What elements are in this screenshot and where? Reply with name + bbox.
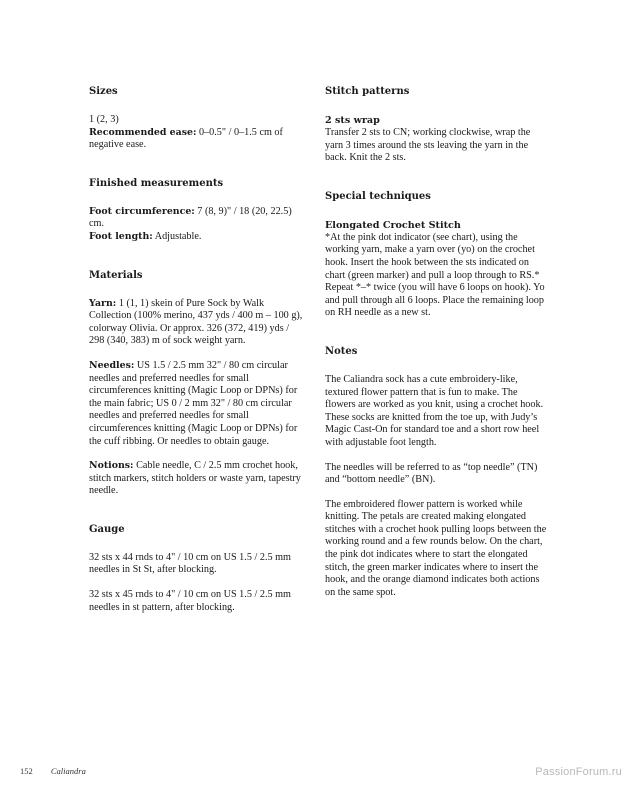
stitch-patterns-section bbox=[325, 84, 550, 165]
page-number: 152 bbox=[20, 766, 33, 776]
page-footer bbox=[20, 766, 86, 776]
materials-section bbox=[89, 268, 304, 498]
finished-measurements-heading: Finished measurements bbox=[89, 177, 224, 189]
gauge-st-st: 32 sts x 44 rnds to 4" / 10 cm on US 1.5 / 2.5 mm needles in St St, after blocking. bbox=[89, 551, 291, 576]
running-title: Caliandra bbox=[50, 766, 86, 776]
elongated-crochet-text: *At the pink dot indicator (see chart), using the working yarn, make a yarn over (yo) on the crochet hook. Insert the hook between the sts indicated on chart (green marker) and pull a loop through to RS.* Repeat *–* twice (you will have 6 loops on hook). Yo and pull through all 6 loops. Place the remaining loop on RH needle as a new st. bbox=[325, 231, 545, 319]
notions-paragraph: Notions: Cable needle, C / 2.5 mm crochet hook, stitch markers, stitch holders or waste yarn, tapestry needle. bbox=[89, 460, 301, 497]
right-column bbox=[325, 84, 550, 623]
sizes-text: 1 (2, 3) Recommended ease: 0–0.5" / 0–1.5 cm of negative ease. bbox=[89, 114, 283, 151]
gauge-st-pattern: 32 sts x 45 rnds to 4" / 10 cm on US 1.5 / 2.5 mm needles in st pattern, after blocking. bbox=[89, 589, 291, 613]
notes-paragraph-3: The embroidered flower pattern is worked while knitting. The petals are created making elongated stitches with a crochet hook pulling loops between the working round and a few rounds below. On the chart, the pink dot indicates where to start the elongated stitch, the green marker indicates where to insert the hook, and the orange diamond indicates both actions on the same spot. bbox=[325, 498, 547, 598]
gauge-heading: Gauge bbox=[89, 523, 125, 535]
site-watermark: PassionForum.ru bbox=[535, 766, 622, 778]
stitch-patterns-heading: Stitch patterns bbox=[325, 86, 410, 97]
elongated-crochet-subheading: Elongated Crochet Stitch bbox=[325, 219, 461, 231]
special-techniques-section bbox=[325, 189, 550, 320]
sizes-heading: Sizes bbox=[89, 86, 118, 97]
notes-paragraph-2: The needles will be referred to as “top needle” (TN) and “bottom needle” (BN). bbox=[325, 461, 538, 486]
left-column bbox=[89, 84, 304, 638]
gauge-section bbox=[89, 522, 304, 614]
yarn-paragraph: Yarn: 1 (1, 1) skein of Pure Sock by Walk Collection (100% merino, 437 yds / 400 m – 100 g), colorway Olivia. Or approx. 326 (372, 419) yds / 298 (340, 383) m of sock weight yarn. bbox=[89, 297, 303, 347]
notes-paragraph-1: The Caliandra sock has a cute embroidery-like, textured flower pattern that is fun to make. The flowers are worked as you knit, using a crochet hook. These socks are knitted from the toe up, with Judy’s Magic Cast-On for standard toe and a short row heel with adjustable foot length. bbox=[325, 373, 544, 448]
notes-heading: Notes bbox=[325, 345, 358, 357]
finished-measurements-section bbox=[89, 176, 304, 244]
two-sts-wrap-subheading: 2 sts wrap bbox=[325, 115, 380, 126]
two-sts-wrap-text: Transfer 2 sts to CN; working clockwise, wrap the yarn 3 times around the sts leaving the yarn in the back. Knit the 2 sts. bbox=[325, 127, 531, 164]
materials-heading: Materials bbox=[89, 269, 143, 281]
needles-paragraph: Needles: US 1.5 / 2.5 mm 32" / 80 cm circular needles and preferred needles for small circumferences knitting (Magic Loop or DPNs) for the main fabric; US 0 / 2 mm 32" / 80 cm circular needles and preferred needles for small circumferences knitting (Magic Loop or DPNs) for the cuff ribbing. Or needles to obtain gauge. bbox=[89, 359, 298, 447]
special-techniques-heading: Special techniques bbox=[325, 190, 431, 202]
notes-section bbox=[325, 344, 550, 600]
finished-measurements-text: Foot circumference: 7 (8, 9)" / 18 (20, 22.5) cm. Foot length: Adjustable. bbox=[89, 205, 292, 242]
sizes-section bbox=[89, 84, 304, 152]
